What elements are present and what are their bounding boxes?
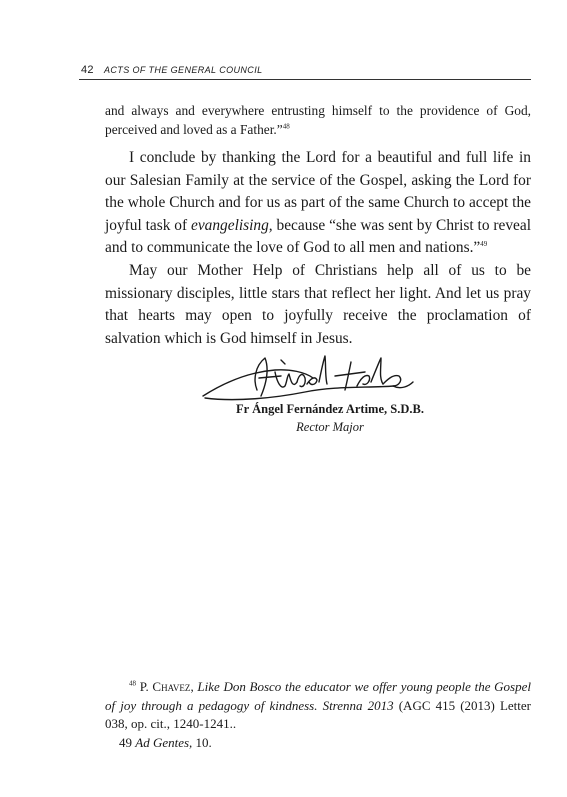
closing-paragraph-2: May our Mother Help of Christians help all of us to be missionary disciples, little stars that reflect her light. And let us pray that hearts may open to joyfully receive the proclamation of salvation which is God himself in Jesus. [105, 262, 531, 347]
footnotes [105, 678, 531, 752]
footnote-48-author-surname: Chavez [152, 679, 191, 694]
footnote-48-marker: 48 [129, 679, 136, 688]
footnote-ref-49: 49 [480, 239, 488, 248]
paragraph-1-text-b: because “she was sent by Christ to reveal and to communicate the love of God to all men and nations.” [105, 216, 531, 256]
signer-name: Fr Ángel Fernández Artime, S.D.B. [236, 402, 424, 416]
footnote-49-citation: 10. [192, 734, 212, 750]
handwritten-signature [195, 352, 435, 408]
signer-role: Rector Major [296, 420, 364, 434]
paragraph-1-text-a: I conclude by thanking the Lord for a beautiful and full life in our Salesian Family at the service of the Gospel, asking the Lord for the whole Church and for us as part of the same Church to accept the joyful task of [105, 149, 531, 234]
footnote-49-marker: 49 [119, 734, 132, 750]
footnote-49-title: Ad Gentes, [135, 734, 193, 750]
quote-continuation-text: and always and everywhere entrusting himself to the providence of God, perceived and loved as a Father.” [105, 103, 531, 137]
footnote-48: $^{48}$ P. Chavez, Like Don Bosco the educator we offer young people the Gospel of joy through a pedagogy of kindness. Strenna 2013 (AGC 415 (2013) Letter 038, op. cit., 1240-1241.. [105, 679, 531, 731]
footnote-ref-48: 48 [282, 122, 290, 131]
footnote-48-author-initial: P. [139, 679, 153, 694]
footnote-49 [105, 734, 531, 753]
closing-paragraph-1 [105, 147, 531, 260]
running-header [79, 61, 531, 80]
quote-continuation [105, 101, 531, 139]
footnote-48-title: Like Don Bosco the educator we offer young people the Gospel of joy through a pedagogy of kindness. Strenna 2013 [105, 679, 531, 713]
running-header-title: ACTS OF THE GENERAL COUNCIL [104, 65, 263, 75]
footnote-48-citation: (AGC 415 (2013) Letter 038, op. cit., 1240-1241.. [105, 697, 531, 731]
paragraph-1-emphasis: evangelising, [191, 216, 273, 234]
page-number: 42 [81, 64, 94, 76]
